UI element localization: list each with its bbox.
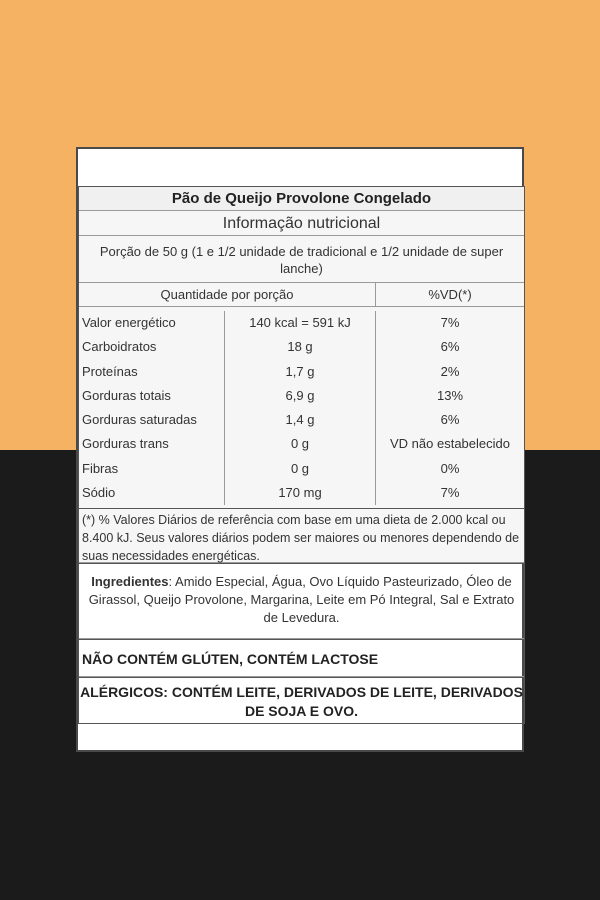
nutrition-table [79, 307, 524, 508]
nutrient-name: Carboidratos [82, 339, 157, 355]
gluten-lactose-notice: NÃO CONTÉM GLÚTEN, CONTÉM LACTOSE [79, 639, 524, 677]
ingredients-label: Ingredientes [91, 574, 169, 590]
nutrient-name: Gorduras saturadas [82, 412, 197, 428]
nutrient-name: Gorduras trans [82, 436, 169, 452]
ingredients [79, 563, 524, 639]
nutrient-vd-values [376, 311, 524, 505]
nutrient-vd: 6% [440, 412, 460, 428]
nutrient-names [79, 311, 225, 505]
product-title: Pão de Queijo Provolone Congelado [79, 187, 524, 211]
nutrient-qty: 18 g [287, 339, 313, 355]
nutrient-vd: 7% [440, 315, 460, 330]
nutrient-vd: 13% [436, 387, 464, 403]
allergens-notice: ALÉRGICOS: CONTÉM LEITE, DERIVADOS DE LEITE, DERIVADOS DE SOJA E OVO. [79, 677, 524, 723]
ingredients-text: : Amido Especial, Água, Ovo Líquido Pasteurizado, Óleo de Girassol, Queijo Provolone, Margarina, Leite em Pó Integral, Sal e Extrato de Levedura. [88, 574, 515, 626]
nutrient-name: Sódio [82, 485, 116, 501]
header-vd: %VD(*) [428, 287, 472, 302]
nutrient-vd: 0% [440, 460, 460, 476]
portion-info: Porção de 50 g (1 e 1/2 unidade de tradicional e 1/2 unidade de super lanche) [79, 236, 524, 283]
nutrient-vd: 6% [440, 339, 460, 355]
nutrition-heading: Informação nutricional [79, 211, 524, 236]
nutrient-vd: 2% [440, 363, 460, 379]
nutrition-label [78, 186, 525, 724]
daily-value-footnote: (*) % Valores Diários de referência com base em uma dieta de 2.000 kcal ou 8.400 kJ. Seus valores diários podem ser maiores ou menores dependendo de suas necessidades energéticas. [79, 509, 524, 563]
nutrient-qty: 170 mg [278, 485, 322, 501]
nutrient-vd: 7% [440, 485, 460, 501]
nutrient-qty: 0 g [290, 460, 310, 476]
nutrient-vd: VD não estabelecido [390, 436, 510, 452]
nutrient-quantities [225, 311, 376, 505]
nutrient-qty: 6,9 g [285, 387, 315, 403]
nutrient-name: Fibras [82, 460, 119, 476]
label-card [76, 147, 524, 752]
nutrient-name: Proteínas [82, 363, 138, 379]
nutrient-qty: 1,4 g [285, 412, 315, 428]
nutrient-name: Gorduras totais [82, 387, 171, 403]
table-header [79, 283, 524, 307]
nutrient-qty: 0 g [290, 436, 310, 452]
nutrient-qty: 1,7 g [285, 363, 315, 379]
header-quantity: Quantidade por porção [79, 283, 376, 306]
nutrient-qty: 140 kcal = 591 kJ [249, 315, 351, 330]
nutrient-name: Valor energético [82, 315, 176, 330]
